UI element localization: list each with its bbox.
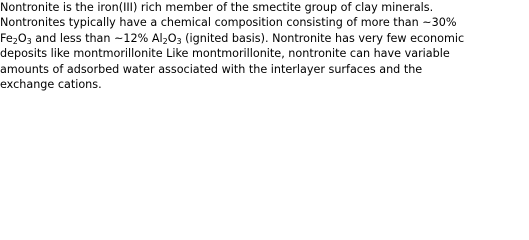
nontronite-paragraph bbox=[0, 0, 529, 92]
paragraph-line-4: deposits like montmorillonite Like montmorillonite, nontronite can have variable bbox=[0, 47, 450, 61]
paragraph-line-5: amounts of adsorbed water associated with the interlayer surfaces and the bbox=[0, 62, 423, 76]
al-oxygen-subscript: 3 bbox=[176, 36, 182, 46]
paragraph-line-1: Nontronite is the iron(III) rich member of the smectite group of clay minerals. bbox=[0, 1, 434, 14]
paragraph-line-2: Nontronites typically have a chemical composition consisting of more than ~30% bbox=[0, 16, 457, 30]
fe-subscript: 2 bbox=[12, 36, 18, 46]
fe-symbol: Fe bbox=[0, 31, 13, 45]
paragraph-line-3 bbox=[0, 31, 529, 46]
line3-tail-text: (ignited basis). Nontronite has very few economic bbox=[181, 31, 465, 45]
oxygen-subscript: 3 bbox=[26, 36, 32, 46]
paragraph-line-6: exchange cations. bbox=[0, 77, 102, 91]
al-subscript: 2 bbox=[162, 36, 168, 46]
oxygen-symbol: O bbox=[17, 31, 27, 45]
line3-middle-text: and less than ~12% Al bbox=[31, 31, 163, 45]
al-oxygen-symbol: O bbox=[167, 31, 177, 45]
